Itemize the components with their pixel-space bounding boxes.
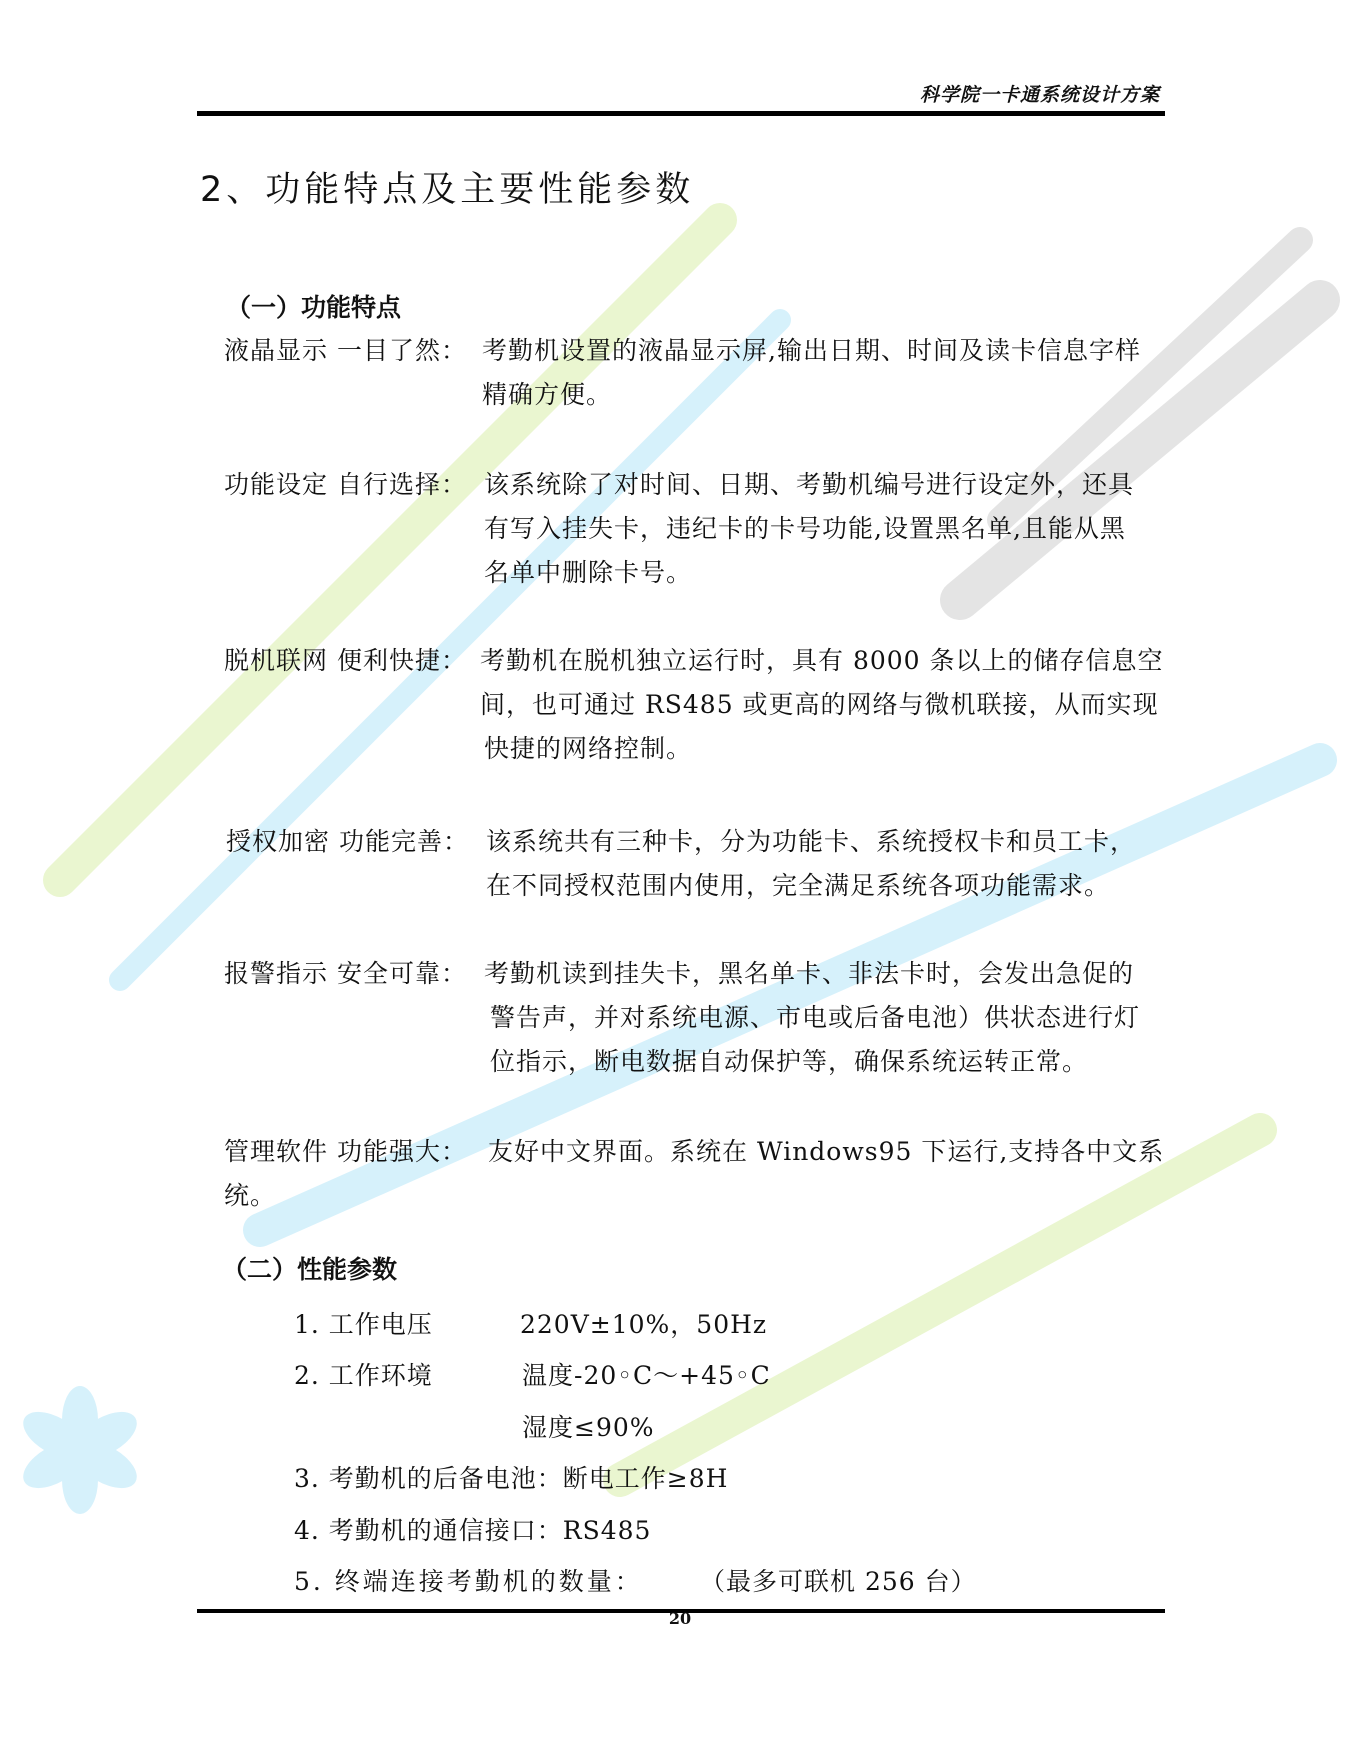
feature-text: 间，也可通过 RS485 或更高的网络与微机联接，从而实现	[480, 690, 1159, 719]
feature-label: 管理软件 功能强大：	[224, 1137, 467, 1166]
features-heading: （一）功能特点	[226, 293, 402, 322]
params-heading: （二）性能参数	[222, 1255, 398, 1284]
param-label: 1. 工作电压	[294, 1310, 433, 1339]
param-value: 温度-20◦C～+45◦C	[522, 1361, 771, 1390]
feature-label: 授权加密 功能完善：	[226, 827, 469, 856]
feature-text: 名单中删除卡号。	[484, 558, 693, 587]
feature-text: 有写入挂失卡，违纪卡的卡号功能,设置黑名单,且能从黑	[484, 514, 1126, 543]
watermark-flower-icon	[16, 1386, 145, 1514]
param-label: 5. 终端连接考勤机的数量：	[294, 1567, 643, 1596]
header-rule	[197, 111, 1165, 116]
feature-text: 友好中文界面。系统在 Windows95 下运行,支持各中文系	[488, 1137, 1165, 1166]
param-label: 3. 考勤机的后备电池：断电工作≥8H	[294, 1464, 729, 1493]
param-value: 220V±10%，50Hz	[520, 1310, 768, 1339]
feature-text: 考勤机设置的液晶显示屏,输出日期、时间及读卡信息字样	[482, 336, 1141, 365]
page-number: 20	[668, 1609, 692, 1628]
feature-text: 快捷的网络控制。	[484, 734, 693, 763]
feature-label: 报警指示 安全可靠：	[224, 959, 467, 988]
section-title: 2、功能特点及主要性能参数	[200, 170, 695, 210]
feature-text: 该系统除了对时间、日期、考勤机编号进行设定外，还具	[484, 470, 1135, 499]
feature-label: 功能设定 自行选择：	[224, 470, 467, 499]
param-label: 4. 考勤机的通信接口：RS485	[294, 1516, 652, 1545]
feature-text: 考勤机读到挂失卡，黑名单卡、非法卡时，会发出急促的	[484, 959, 1135, 988]
feature-label: 脱机联网 便利快捷：	[224, 646, 467, 675]
feature-text: 该系统共有三种卡，分为功能卡、系统授权卡和员工卡，	[486, 827, 1137, 856]
feature-text: 警告声，并对系统电源、市电或后备电池）供状态进行灯	[490, 1003, 1141, 1032]
param-value: 湿度≤90%	[522, 1413, 655, 1442]
param-label: 2. 工作环境	[294, 1361, 433, 1390]
feature-text: 精确方便。	[482, 380, 613, 409]
feature-label: 液晶显示 一目了然：	[224, 336, 467, 365]
feature-text: 考勤机在脱机独立运行时，具有 8000 条以上的储存信息空	[480, 646, 1164, 675]
param-value: （最多可联机 256 台）	[700, 1567, 977, 1596]
feature-text: 位指示，断电数据自动保护等，确保系统运转正常。	[490, 1047, 1089, 1076]
feature-text: 在不同授权范围内使用，完全满足系统各项功能需求。	[486, 871, 1111, 900]
header-title: 科学院一卡通系统设计方案	[919, 84, 1160, 106]
feature-text: 统。	[224, 1181, 277, 1210]
